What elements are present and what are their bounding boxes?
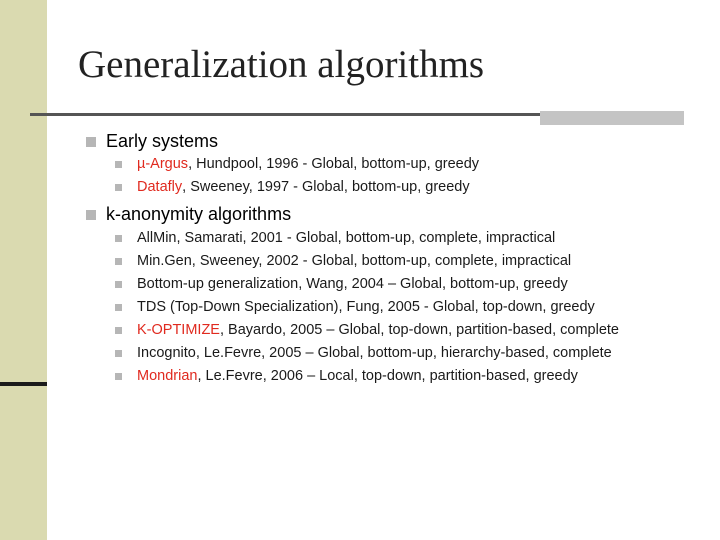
list-item xyxy=(115,345,612,361)
square-bullet-icon xyxy=(115,327,122,334)
square-bullet-icon xyxy=(115,373,122,380)
square-bullet-icon xyxy=(115,350,122,357)
list-item xyxy=(115,299,595,315)
section-early-systems xyxy=(86,131,218,152)
square-bullet-icon xyxy=(115,184,122,191)
square-bullet-icon xyxy=(86,137,96,147)
slide-title: Generalization algorithms xyxy=(78,43,485,86)
side-bar-divider xyxy=(0,382,47,386)
item-highlight: K-OPTIMIZE xyxy=(137,322,220,338)
square-bullet-icon xyxy=(86,210,96,220)
item-highlight: µ-Argus xyxy=(137,156,189,172)
list-item xyxy=(115,156,479,172)
item-text: , Le.Fevre, 2006 – Local, top-down, partition-based, greedy xyxy=(197,368,578,384)
item-text: Bottom-up generalization, Wang, 2004 – Global, bottom-up, greedy xyxy=(137,276,568,292)
item-text: , Bayardo, 2005 – Global, top-down, partition-based, complete xyxy=(219,322,619,338)
list-item xyxy=(115,179,470,195)
square-bullet-icon xyxy=(115,281,122,288)
title-underline xyxy=(30,113,540,116)
title-underline-accent xyxy=(540,111,684,125)
section-heading: k-anonymity algorithms xyxy=(106,204,292,224)
list-item xyxy=(115,253,571,269)
item-highlight: Mondrian xyxy=(137,368,198,384)
square-bullet-icon xyxy=(115,258,122,265)
square-bullet-icon xyxy=(115,304,122,311)
list-item xyxy=(115,322,619,338)
item-text: TDS (Top-Down Specialization), Fung, 2005 - Global, top-down, greedy xyxy=(137,299,595,315)
item-text: Min.Gen, Sweeney, 2002 - Global, bottom-up, complete, impractical xyxy=(137,253,572,269)
square-bullet-icon xyxy=(115,161,122,168)
decorative-side-bar xyxy=(0,0,47,540)
section-k-anonymity xyxy=(86,204,291,225)
list-item xyxy=(115,230,555,246)
item-text: AllMin, Samarati, 2001 - Global, bottom-up, complete, impractical xyxy=(137,230,556,246)
list-item xyxy=(115,276,568,292)
item-text: , Sweeney, 1997 - Global, bottom-up, greedy xyxy=(182,179,470,195)
square-bullet-icon xyxy=(115,235,122,242)
item-text: , Hundpool, 1996 - Global, bottom-up, greedy xyxy=(188,156,480,172)
item-text: Incognito, Le.Fevre, 2005 – Global, bottom-up, hierarchy-based, complete xyxy=(137,345,612,361)
item-highlight: Datafly xyxy=(137,179,183,195)
section-heading: Early systems xyxy=(106,131,219,151)
list-item xyxy=(115,368,578,384)
